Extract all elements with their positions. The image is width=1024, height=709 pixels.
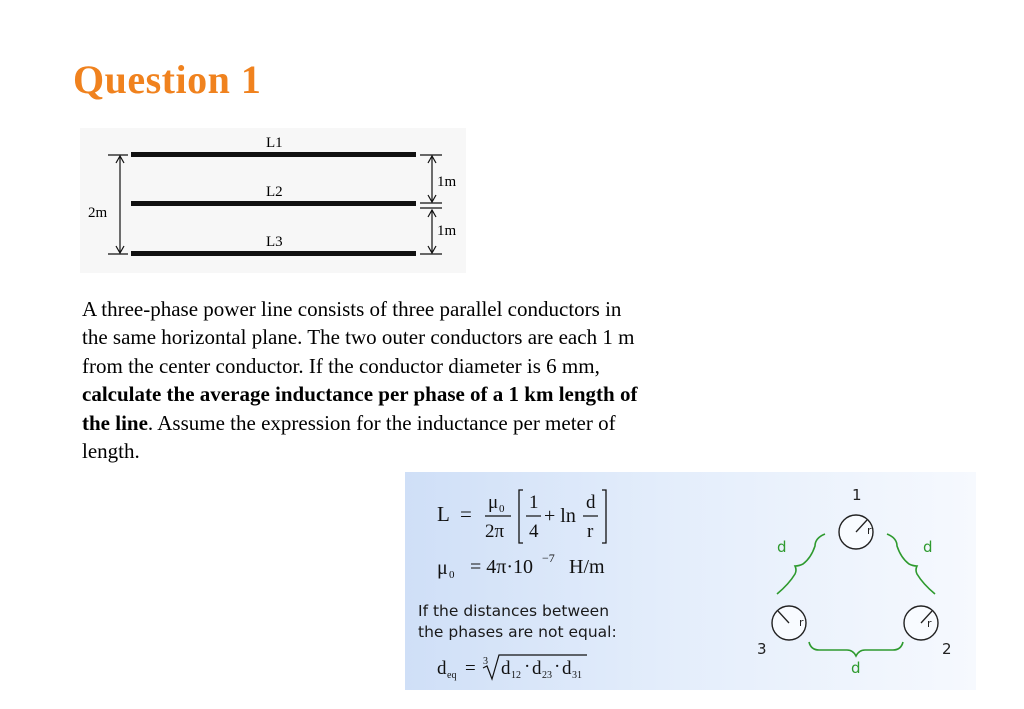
conductor-l2 (131, 201, 416, 206)
dim-1m-top-label: 1m (437, 174, 457, 190)
d31: d (562, 658, 572, 679)
deq-d: d (437, 658, 447, 679)
formula-d: d (586, 492, 596, 513)
node-1-label: 1 (852, 486, 862, 504)
conductor-2-r: r (927, 617, 932, 630)
s31: 31 (572, 670, 582, 681)
deq-sub: eq (447, 670, 457, 681)
conductor-l1 (131, 152, 416, 157)
s23: 23 (542, 670, 552, 681)
d12: d (501, 658, 511, 679)
mu-def-rhs: = 4π·10 (470, 556, 534, 578)
dim-2m-label: 2m (88, 205, 108, 221)
node-2-label: 2 (942, 640, 952, 658)
note-line-1: If the distances between (418, 602, 610, 620)
label-l2: L2 (266, 184, 283, 200)
mu-def-exp: −7 (542, 551, 555, 565)
conductor-3-r: r (799, 616, 804, 629)
s12: 12 (511, 670, 521, 681)
formula-plus-ln: + ln (544, 505, 576, 527)
formula-eq: = (460, 502, 472, 526)
conductor-l3 (131, 251, 416, 256)
formula-L: L (437, 502, 450, 526)
side-left-label: d (777, 538, 787, 556)
d23: d (532, 658, 542, 679)
conductor-1-r: r (867, 524, 872, 537)
note-line-2: the phases are not equal: (418, 623, 617, 641)
node-3-label: 3 (757, 640, 767, 658)
brace-bottom (809, 642, 903, 656)
label-l3: L3 (266, 234, 283, 250)
dot1: · (524, 656, 531, 677)
page-title: Question 1 (73, 57, 262, 102)
problem-text: A three-phase power line consists of three parallel conductors in the same horizontal plane. The two outer conductors are each 1 m from the center conductor. If the conductor diameter is 6 mm, (82, 297, 635, 378)
deq-eq: = (465, 658, 476, 679)
dot2: · (554, 656, 561, 677)
dim-1m-bottom-label: 1m (437, 223, 457, 239)
formula-r: r (587, 521, 594, 542)
formula-one: 1 (529, 492, 539, 513)
label-l1: L1 (266, 135, 283, 151)
conductor-spacing-diagram (80, 128, 466, 273)
mu-def-unit: H/m (569, 556, 605, 578)
problem-task: calculate the average inductance per phase of a 1 km length of the line (82, 382, 638, 435)
problem-statement (82, 295, 642, 465)
side-right-label: d (923, 538, 933, 556)
formula-svg (405, 472, 976, 690)
problem-text-end: . Assume the expression for the inductance per meter of length. (82, 410, 616, 464)
formula-mu: μ (488, 492, 499, 513)
triangle-diagram (757, 486, 952, 677)
mu-def-sub: 0 (449, 569, 455, 581)
side-bottom-label: d (851, 659, 861, 677)
mu-def-mu: μ (437, 557, 448, 579)
root-index: 3 (483, 656, 488, 667)
formula-four: 4 (529, 521, 539, 542)
formula-2pi: 2π (485, 521, 505, 542)
formula-panel (405, 472, 976, 690)
formula-mu-sub: 0 (499, 503, 505, 515)
